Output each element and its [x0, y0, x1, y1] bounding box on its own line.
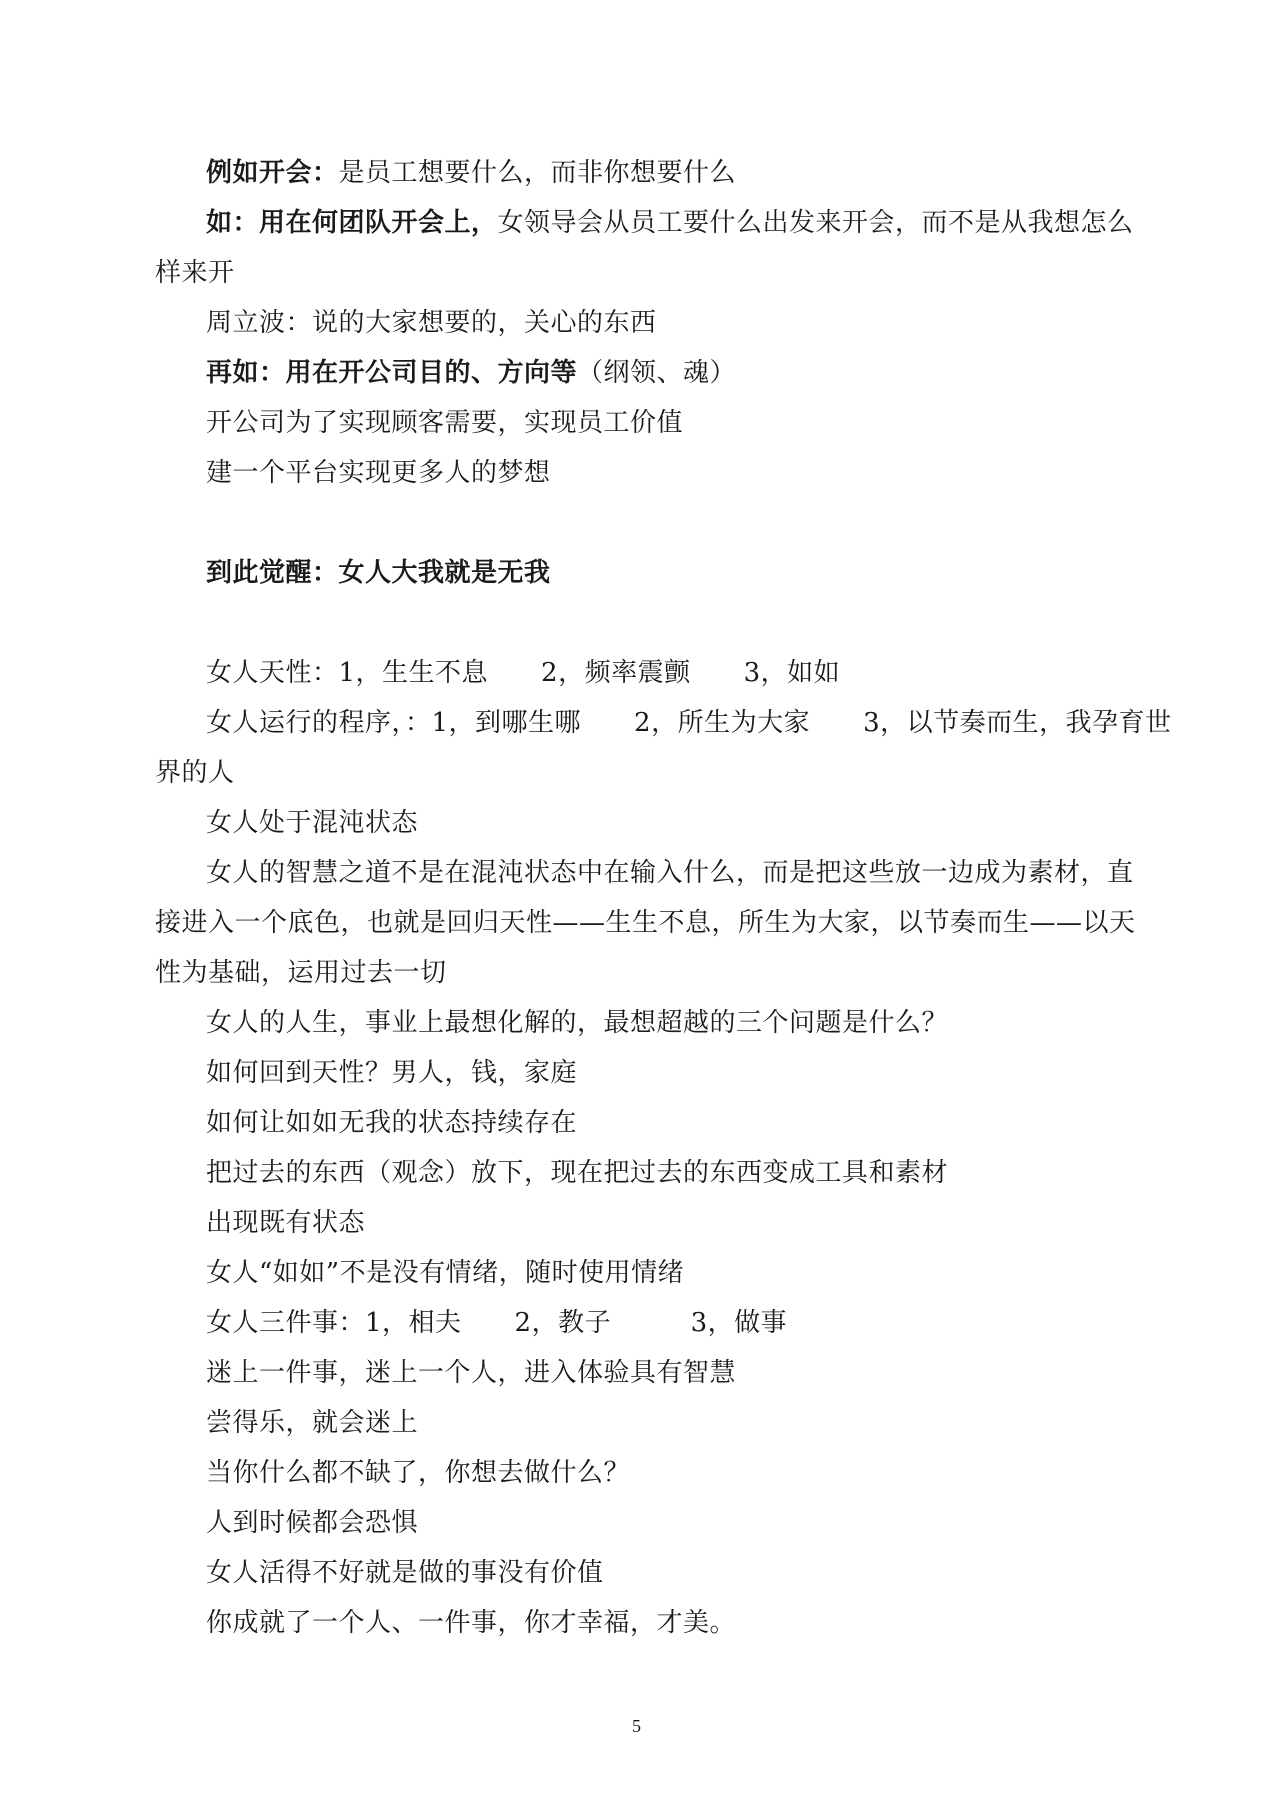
paragraph-line: [206, 657, 840, 689]
paragraph-line: [155, 257, 235, 289]
paragraph-line: [206, 1057, 577, 1089]
line-text: 如何回到天性？男人，钱，家庭: [206, 1058, 578, 1088]
line-text: 女人的智慧之道不是在混沌状态中在输入什么，而是把这些放一边成为素材，直: [206, 858, 1134, 888]
paragraph-line: [206, 307, 657, 339]
paragraph-line: [206, 1357, 736, 1389]
line-text: 女人运行的程序，：1，到哪生哪 2，所生为大家 3，以节奏而生，我孕育世: [206, 708, 1172, 738]
line-text: 女人活得不好就是做的事没有价值: [206, 1558, 604, 1588]
line-text: 迷上一件事，迷上一个人，进入体验具有智慧: [206, 1358, 737, 1388]
line-text: 如何让如如无我的状态持续存在: [206, 1108, 578, 1138]
line-text: 是员工想要什么，而非你想要什么: [338, 158, 737, 188]
paragraph-line: [206, 1557, 604, 1589]
line-text: 尝得乐，就会迷上: [206, 1408, 419, 1438]
line-text: 人到时候都会恐惧: [206, 1508, 419, 1538]
line-text: 当你什么都不缺了，你想去做什么？: [206, 1458, 631, 1488]
line-text: 女人三件事：1，相夫 2，教子 3，做事: [206, 1308, 788, 1338]
line-text: 界的人: [155, 758, 235, 788]
line-text: 样来开: [155, 258, 235, 288]
paragraph-line: [206, 407, 683, 439]
line-text: 女人处于混沌状态: [206, 808, 419, 838]
line-text: 女领导会从员工要什么出发来开会，而不是从我想怎么: [497, 208, 1134, 238]
paragraph-line: [206, 807, 418, 839]
bold-lead: 例如开会：: [206, 158, 339, 188]
paragraph-line: [206, 1257, 684, 1289]
line-text: 你成就了一个人、一件事，你才幸福，才美。: [206, 1608, 737, 1638]
paragraph-line: [206, 1457, 630, 1489]
paragraph-line: [206, 857, 1134, 889]
page-number: 5: [632, 1716, 641, 1736]
paragraph-line: [206, 157, 736, 189]
paragraph-line: [206, 1007, 948, 1039]
section-heading: [206, 557, 551, 589]
paragraph-line: [206, 1207, 365, 1239]
paragraph-line: [206, 707, 1172, 739]
paragraph-line: [206, 1607, 736, 1639]
line-text: 女人的人生，事业上最想化解的，最想超越的三个问题是什么？: [206, 1008, 949, 1038]
paragraph-line: [155, 907, 1136, 939]
paragraph-line: [206, 1507, 418, 1539]
line-text: 建一个平台实现更多人的梦想: [206, 458, 551, 488]
paragraph-line: [206, 1307, 787, 1339]
paragraph-line: [155, 957, 447, 989]
line-text: 出现既有状态: [206, 1208, 366, 1238]
paragraph-line: [206, 1107, 577, 1139]
line-text: 把过去的东西（观念）放下，现在把过去的东西变成工具和素材: [206, 1158, 949, 1188]
paragraph-line: [206, 1407, 418, 1439]
paragraph-line: [206, 1157, 948, 1189]
line-text: 接进入一个底色，也就是回归天性——生生不息，所生为大家，以节奏而生——以天: [155, 908, 1136, 938]
line-text: （纲领、魂）: [577, 358, 737, 388]
line-text: 女人“如如”不是没有情绪，随时使用情绪: [206, 1258, 685, 1288]
paragraph-line: [206, 207, 1134, 239]
paragraph-line: [155, 757, 235, 789]
line-text: 开公司为了实现顾客需要，实现员工价值: [206, 408, 684, 438]
line-text: 女人天性：1，生生不息 2，频率震颤 3，如如: [206, 658, 841, 688]
bold-lead: 到此觉醒：女人大我就是无我: [206, 558, 551, 588]
bold-lead: 再如：用在开公司目的、方向等: [206, 358, 578, 388]
line-text: 周立波：说的大家想要的，关心的东西: [206, 308, 657, 338]
bold-lead: 如：用在何团队开会上，: [206, 208, 498, 238]
paragraph-line: [206, 357, 736, 389]
paragraph-line: [206, 457, 551, 489]
line-text: 性为基础，运用过去一切: [155, 958, 447, 988]
